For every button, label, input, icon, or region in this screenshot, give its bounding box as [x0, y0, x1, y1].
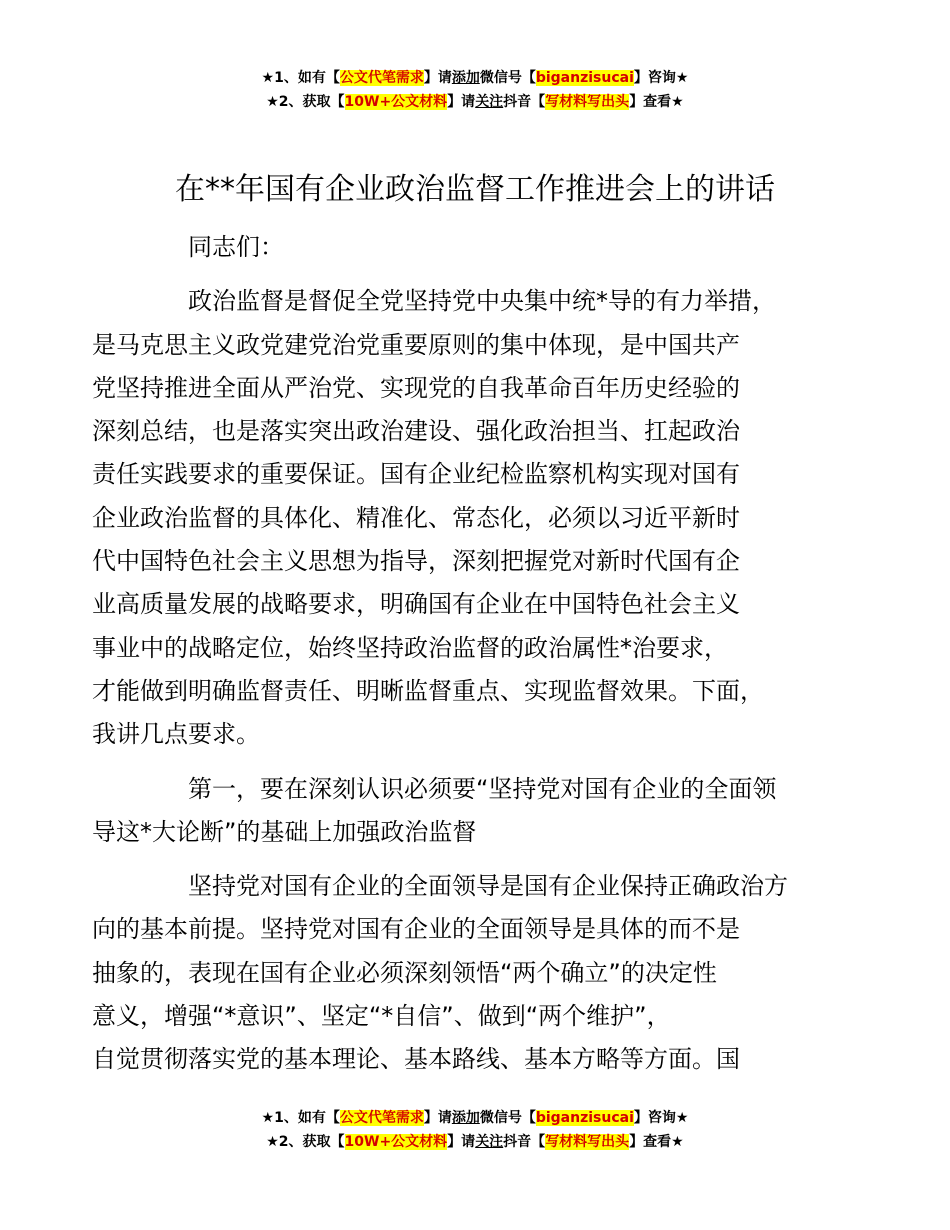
banner-text: 】请 — [423, 1110, 452, 1126]
text-line: 企业政治监督的具体化、精准化、常态化，必须以习近平新时 — [92, 503, 740, 532]
text-line: 自觉贯彻落实党的基本理论、基本路线、基本方略等方面。国 — [92, 1045, 740, 1074]
text-line: 导这*大论断”的基础上加强政治监督 — [92, 817, 477, 846]
banner-highlight: 公文代笔需求 — [339, 70, 424, 86]
banner-text: ★1、如有【 — [261, 1110, 340, 1126]
footer-banner — [0, 1106, 950, 1154]
banner-text: 】咨询★ — [633, 70, 689, 86]
banner-highlight: 公文代笔需求 — [339, 1110, 424, 1126]
text-line: 才能做到明确监督责任、明晰监督重点、实现监督效果。下面， — [92, 676, 764, 705]
text-line: 代中国特色社会主义思想为指导，深刻把握党对新时代国有企 — [92, 547, 740, 576]
banner-text: 】查看★ — [629, 1134, 684, 1150]
banner-line-1 — [0, 1106, 950, 1130]
banner-text: 微信号【 — [479, 1110, 536, 1126]
text-line: 坚持党对国有企业的全面领导是国有企业保持正确政治方 — [188, 872, 788, 901]
banner-emphasis: 添加 — [451, 1110, 480, 1126]
text-line: 向的基本前提。坚持党对国有企业的全面领导是具体的而不是 — [92, 915, 740, 944]
section-heading — [92, 768, 820, 855]
text-line: 责任实践要求的重要保证。国有企业纪检监察机构实现对国有 — [92, 460, 740, 489]
banner-text: 】请 — [423, 70, 452, 86]
document-body — [92, 226, 820, 1082]
salutation — [140, 226, 820, 269]
banner-emphasis: 关注 — [475, 1134, 504, 1150]
banner-text: ★1、如有【 — [261, 70, 340, 86]
banner-highlight: 写材料写出头 — [545, 1134, 630, 1150]
paragraph — [92, 280, 820, 756]
text-line: 抽象的，表现在国有企业必须深刻领悟“两个确立”的决定性 — [92, 958, 717, 987]
banner-text: 】请 — [447, 1134, 476, 1150]
text-line: 事业中的战略定位，始终坚持政治监督的政治属性*治要求， — [92, 633, 728, 662]
banner-text: ★2、获取【 — [266, 1134, 345, 1150]
document-title: 在**年国有企业政治监督工作推进会上的讲话 — [175, 172, 775, 207]
banner-highlight: 10W+公文材料 — [344, 94, 448, 110]
text-line: 是马克思主义政党建党治党重要原则的集中体现，是中国共产 — [92, 330, 740, 359]
text-line: 党坚持推进全面从严治党、实现党的自我革命百年历史经验的 — [92, 373, 740, 402]
banner-text: 】请 — [447, 94, 476, 110]
banner-line-2 — [0, 1130, 950, 1154]
banner-text: 】咨询★ — [633, 1110, 689, 1126]
banner-highlight: 写材料写出头 — [545, 94, 630, 110]
text-line: 我讲几点要求。 — [92, 720, 260, 749]
text-line: 意义，增强“*意识”、坚定“*自信”、做到“两个维护”， — [92, 1002, 671, 1031]
banner-text: ★2、获取【 — [266, 94, 345, 110]
text-line: 同志们： — [188, 233, 284, 261]
banner-highlight: 10W+公文材料 — [344, 1134, 448, 1150]
paragraph — [92, 865, 820, 1081]
banner-text: 抖音【 — [503, 94, 546, 110]
banner-line-1 — [0, 66, 950, 90]
banner-highlight: biganzisucai — [535, 70, 634, 86]
text-line: 政治监督是督促全党坚持党中央集中统*导的有力举措， — [188, 287, 776, 316]
banner-highlight: biganzisucai — [535, 1110, 634, 1126]
banner-emphasis: 添加 — [451, 70, 480, 86]
banner-line-2 — [0, 90, 950, 114]
banner-text: 微信号【 — [479, 70, 536, 86]
text-line: 第一，要在深刻认识必须要“坚持党对国有企业的全面领 — [188, 774, 777, 803]
banner-text: 】查看★ — [629, 94, 684, 110]
banner-emphasis: 关注 — [475, 94, 504, 110]
header-banner — [0, 66, 950, 114]
text-line: 业高质量发展的战略要求，明确国有企业在中国特色社会主义 — [92, 590, 740, 619]
text-line: 深刻总结，也是落实突出政治建设、强化政治担当、扛起政治 — [92, 417, 740, 446]
banner-text: 抖音【 — [503, 1134, 546, 1150]
